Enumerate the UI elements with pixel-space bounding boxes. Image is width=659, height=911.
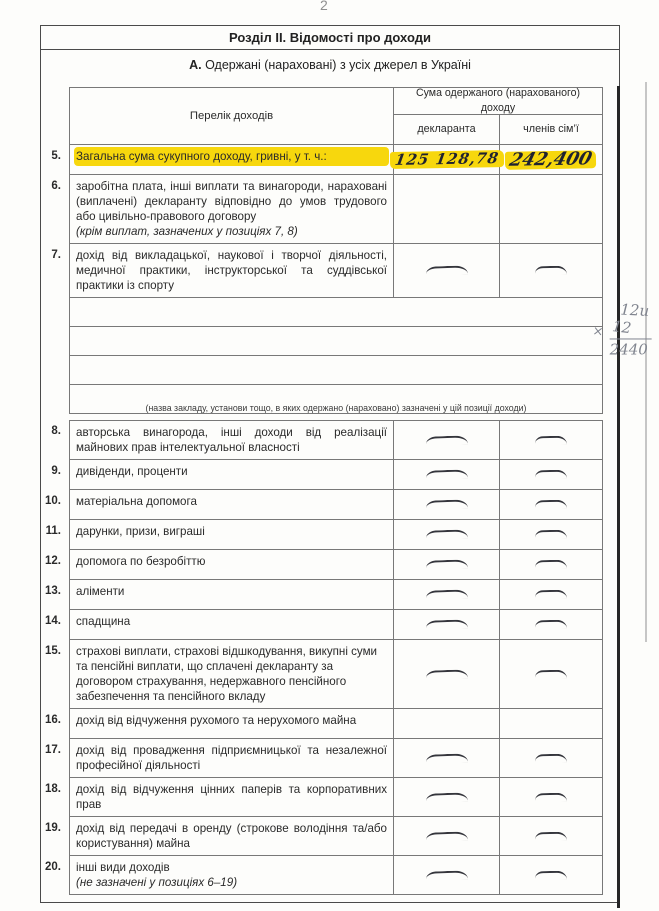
handwritten-dash-mark bbox=[425, 870, 467, 880]
column-header-amount-group: Сума одержаного (нарахованого) доходу bbox=[394, 87, 603, 115]
handwritten-dash-mark bbox=[535, 792, 567, 802]
income-label-text: дарунки, призи, виграші bbox=[76, 525, 205, 538]
highlight-mark bbox=[505, 147, 597, 171]
declarant-amount-cell bbox=[394, 244, 500, 298]
row-number: 17. bbox=[45, 744, 61, 756]
family-amount-cell bbox=[500, 520, 603, 550]
row-number: 13. bbox=[45, 585, 61, 597]
declarant-amount-cell bbox=[394, 739, 500, 778]
row-number: 18. bbox=[45, 783, 61, 795]
table-row bbox=[41, 460, 603, 490]
handwritten-dash-mark bbox=[425, 669, 467, 679]
handwritten-dash-mark bbox=[535, 435, 567, 445]
family-amount-cell bbox=[500, 709, 603, 739]
handwritten-dash-mark bbox=[535, 530, 567, 540]
section-title-bar bbox=[41, 26, 619, 50]
row-number: 6. bbox=[51, 180, 61, 192]
empty-fill-row bbox=[41, 298, 603, 327]
table-row bbox=[41, 817, 603, 856]
income-label-text: дохід від відчуження цінних паперів та корпоративних прав bbox=[76, 783, 387, 811]
handwritten-dash-mark bbox=[425, 589, 467, 599]
form-border bbox=[40, 25, 620, 903]
handwritten-dash-mark bbox=[425, 499, 467, 509]
handwritten-dash-mark bbox=[535, 266, 567, 276]
row-number-gap bbox=[41, 385, 69, 414]
page-number: 2 bbox=[320, 0, 328, 13]
row-number: 9. bbox=[51, 465, 61, 477]
declarant-amount-cell bbox=[394, 709, 500, 739]
rows-main bbox=[41, 145, 603, 298]
row-number: 7. bbox=[51, 249, 61, 261]
income-label-text: авторська винагорода, інші доходи від реалізації майнових прав інтелектуальної власності bbox=[76, 426, 387, 454]
income-label bbox=[69, 175, 394, 244]
empty-fill-cell bbox=[69, 327, 603, 356]
family-amount-cell bbox=[500, 550, 603, 580]
page-edge-line bbox=[617, 86, 620, 908]
income-label bbox=[69, 145, 394, 175]
table-row bbox=[41, 420, 603, 460]
column-header-income-list: Перелік доходів bbox=[69, 87, 394, 145]
family-amount-cell bbox=[500, 640, 603, 709]
family-amount-cell bbox=[500, 244, 603, 298]
income-label-text: інші види доходів bbox=[76, 861, 170, 874]
table-row bbox=[41, 145, 603, 175]
income-label-text: дохід від передачі в оренду (строкове володіння та/або користування) майна bbox=[76, 822, 387, 850]
income-label-text: дохід від провадження підприємницької та незалежної професійної діяльності bbox=[76, 744, 387, 772]
income-label bbox=[69, 580, 394, 610]
declarant-amount-cell bbox=[394, 520, 500, 550]
family-amount-cell bbox=[500, 490, 603, 520]
handwritten-dash-mark bbox=[425, 831, 467, 841]
handwritten-dash-mark bbox=[425, 529, 467, 539]
family-amount-cell bbox=[500, 460, 603, 490]
income-label-text: аліменти bbox=[76, 585, 125, 598]
table-footnote: (назва закладу, установи тощо, в яких одержано (нараховано) зазначені у цій позиції доходи) bbox=[145, 403, 527, 413]
declarant-amount-cell bbox=[394, 640, 500, 709]
row-number: 20. bbox=[45, 861, 61, 873]
income-label bbox=[69, 420, 394, 460]
family-amount-cell bbox=[500, 145, 603, 175]
handwritten-dash-mark bbox=[425, 792, 467, 802]
declarant-amount-cell bbox=[394, 610, 500, 640]
income-label bbox=[69, 244, 394, 298]
margin-handwritten-note bbox=[591, 297, 659, 362]
income-label-text: заробітна плата, інші виплати та винагороди, нараховані (виплачені) декларанту відповідно до умов трудового або цивільно-правового договору bbox=[76, 180, 387, 223]
income-label-text: матеріальна допомога bbox=[76, 495, 197, 508]
income-label-text: дивіденди, проценти bbox=[76, 465, 188, 478]
income-label-text: дохід від відчуження рухомого та нерухомого майна bbox=[76, 714, 357, 727]
income-label bbox=[69, 490, 394, 520]
income-label bbox=[69, 520, 394, 550]
handwritten-dash-mark bbox=[425, 753, 467, 763]
income-label-italic: (крім виплат, зазначених у позиціях 7, 8) bbox=[76, 225, 298, 238]
income-label-italic: (не зазначені у позиціях 6–19) bbox=[76, 876, 238, 889]
table-row bbox=[41, 580, 603, 610]
subsection-text: Одержані (нараховані) з усіх джерел в Україні bbox=[201, 58, 471, 72]
declarant-amount-cell bbox=[394, 460, 500, 490]
row-number: 14. bbox=[45, 615, 61, 627]
family-amount-cell bbox=[500, 175, 603, 244]
row-number-gap bbox=[41, 356, 69, 385]
table-row bbox=[41, 610, 603, 640]
income-label bbox=[69, 460, 394, 490]
declarant-amount-cell bbox=[394, 580, 500, 610]
declarant-amount-cell bbox=[394, 817, 500, 856]
row-number: 19. bbox=[45, 822, 61, 834]
family-amount-cell bbox=[500, 610, 603, 640]
row-number-gap bbox=[41, 298, 69, 327]
declarant-amount-cell bbox=[394, 420, 500, 460]
margin-note-stack bbox=[597, 297, 659, 362]
empty-fill-cell bbox=[69, 356, 603, 385]
family-amount-cell bbox=[500, 856, 603, 895]
section-title: Розділ II. Відомості про доходи bbox=[229, 30, 431, 45]
subsection-title bbox=[41, 58, 619, 72]
handwritten-dash-mark bbox=[535, 620, 567, 630]
row-number: 8. bbox=[51, 425, 61, 437]
family-amount-cell bbox=[500, 580, 603, 610]
establishment-fill-rows bbox=[41, 298, 603, 414]
row-number: 5. bbox=[51, 150, 61, 162]
family-amount-cell bbox=[500, 420, 603, 460]
table-row bbox=[41, 739, 603, 778]
row-number: 11. bbox=[45, 525, 61, 537]
rows-secondary bbox=[41, 420, 603, 895]
empty-fill-cell bbox=[69, 298, 603, 327]
income-table-main bbox=[41, 87, 603, 414]
handwritten-dash-mark bbox=[535, 500, 567, 510]
subsection-letter: А. bbox=[189, 58, 202, 72]
income-label bbox=[69, 550, 394, 580]
income-label-text: спадщина bbox=[76, 615, 131, 628]
income-label-text: допомога по безробіттю bbox=[76, 555, 206, 568]
family-amount-cell bbox=[500, 817, 603, 856]
income-label bbox=[69, 709, 394, 739]
income-label bbox=[69, 610, 394, 640]
handwritten-dash-mark bbox=[535, 669, 567, 679]
empty-fill-row bbox=[41, 356, 603, 385]
handwritten-dash-mark bbox=[425, 435, 467, 445]
income-label bbox=[69, 640, 394, 709]
table-row bbox=[41, 490, 603, 520]
empty-fill-row bbox=[41, 327, 603, 356]
row-number: 15. bbox=[45, 645, 61, 657]
row-number: 10. bbox=[45, 495, 61, 507]
column-header-family: членів сім’ї bbox=[500, 115, 603, 145]
declarant-amount-cell bbox=[394, 778, 500, 817]
column-header-declarant: декларанта bbox=[394, 115, 500, 145]
handwritten-dash-mark bbox=[535, 753, 567, 763]
family-amount-cell bbox=[500, 739, 603, 778]
margin-note-line2: 12 bbox=[611, 317, 633, 338]
table-row bbox=[41, 640, 603, 709]
handwritten-dash-mark bbox=[535, 470, 567, 480]
row-number: 16. bbox=[45, 714, 61, 726]
margin-note-line3: 2440 bbox=[610, 338, 652, 359]
table-row bbox=[41, 244, 603, 298]
handwritten-amount: 242,400 bbox=[507, 147, 595, 171]
declarant-amount-cell bbox=[394, 550, 500, 580]
income-label bbox=[69, 817, 394, 856]
highlight-mark bbox=[389, 150, 503, 169]
handwritten-dash-mark bbox=[535, 590, 567, 600]
table-row bbox=[41, 778, 603, 817]
income-label bbox=[69, 739, 394, 778]
page-edge-shadow bbox=[645, 82, 647, 642]
handwritten-amount: 125 128,78 bbox=[393, 149, 500, 169]
margin-note-cross: × bbox=[591, 323, 605, 340]
table-row bbox=[41, 550, 603, 580]
handwritten-dash-mark bbox=[425, 469, 467, 479]
handwritten-dash-mark bbox=[535, 870, 567, 880]
handwritten-dash-mark bbox=[535, 831, 567, 841]
handwritten-dash-mark bbox=[425, 265, 467, 275]
table-row bbox=[41, 709, 603, 739]
income-table-secondary bbox=[41, 420, 603, 895]
declarant-amount-cell bbox=[394, 145, 500, 175]
family-amount-cell bbox=[500, 778, 603, 817]
declarant-amount-cell bbox=[394, 175, 500, 244]
income-label bbox=[69, 856, 394, 895]
handwritten-dash-mark bbox=[425, 559, 467, 569]
row-number-gap bbox=[41, 327, 69, 356]
table-row bbox=[41, 175, 603, 244]
handwritten-dash-mark bbox=[425, 619, 467, 629]
row-number: 12. bbox=[45, 555, 61, 567]
margin-note-line1: 12и bbox=[619, 300, 650, 320]
income-label bbox=[69, 778, 394, 817]
declarant-amount-cell bbox=[394, 490, 500, 520]
table-row bbox=[41, 856, 603, 895]
header-number-gap bbox=[41, 87, 69, 145]
declarant-amount-cell bbox=[394, 856, 500, 895]
income-label-text: дохід від викладацької, наукової і творчої діяльності, медичної практики, інструкторської та суддівської практики із спорту bbox=[76, 249, 387, 292]
income-label-text: Загальна сума сукупного доходу, гривні, у т. ч.: bbox=[76, 149, 387, 164]
income-label-text: страхові виплати, страхові відшкодування, викупні суми та пенсійні виплати, що сплачені декларанту за договором страхування, недержавного пенсійного забезпечення та пенсійного вкладу bbox=[76, 645, 378, 703]
table-row bbox=[41, 520, 603, 550]
table-header bbox=[41, 87, 603, 145]
handwritten-dash-mark bbox=[535, 560, 567, 570]
